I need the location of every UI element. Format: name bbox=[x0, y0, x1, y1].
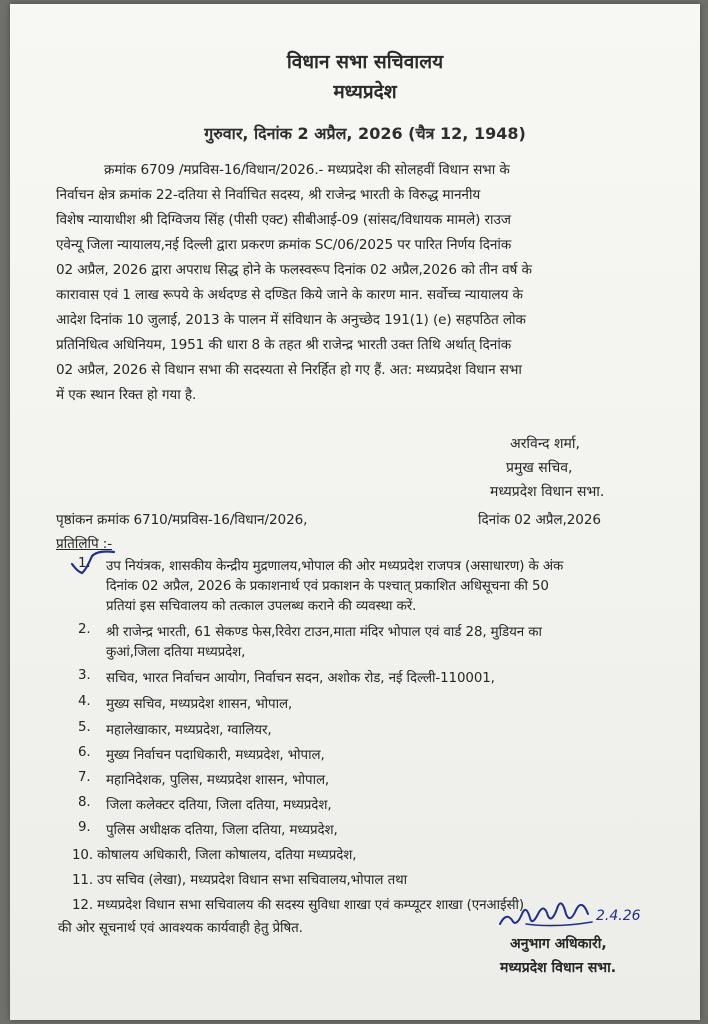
list-item-text: महालेखाकार, मध्यप्रदेश, ग्वालियर, bbox=[106, 723, 272, 738]
paragraph-line: विशेष न्यायाधीश श्री दिग्विजय सिंह (पीसी एक्ट) सीबीआई-09 (सांसद/विधायक मामले) राउज bbox=[56, 212, 511, 228]
endorsement-date: दिनांक 02 अप्रैल,2026 bbox=[478, 512, 601, 528]
list-item-text: दिनांक 02 अप्रैल, 2026 के प्रकाशनार्थ एवं प्रकाशन के पश्चात् प्रकाशित अधिसूचना की 50 bbox=[106, 579, 549, 594]
paragraph-line: आदेश दिनांक 10 जुलाई, 2013 के पालन में संविधान के अनुच्छेद 191(1) (e) सहपठित लोक bbox=[56, 312, 526, 328]
signatory-name: अरविन्द शर्मा, bbox=[510, 436, 581, 452]
list-item-number: 5. bbox=[78, 720, 91, 735]
list-item-number: 4. bbox=[78, 694, 91, 709]
copy-heading: प्रतिलिपि :- bbox=[56, 536, 113, 552]
list-item-number: 8. bbox=[78, 795, 91, 810]
list-item-text: पुलिस अधीक्षक दतिया, जिला दतिया, मध्यप्रदेश, bbox=[106, 823, 338, 838]
paragraph-line: क्रमांक 6709 /मप्रविस-16/विधान/2026.- मध्यप्रदेश की सोलहवीं विधान सभा के bbox=[104, 162, 510, 178]
list-item-text: मुख्य निर्वाचन पदाधिकारी, मध्यप्रदेश, भोपाल, bbox=[106, 748, 325, 763]
paragraph-line: प्रतिनिधित्व अधिनियम, 1951 की धारा 8 के तहत श्री राजेन्द्र भारती उक्त तिथि अर्थात् दिनांक bbox=[56, 337, 512, 353]
list-item-text: महानिदेशक, पुलिस, मध्यप्रदेश शासन, भोपाल, bbox=[106, 773, 330, 788]
list-item-number: 2. bbox=[78, 622, 91, 637]
signatory-designation: प्रमुख सचिव, bbox=[506, 460, 573, 476]
list-item-continuation: की ओर सूचनार्थ एवं आवश्यक कार्यवाही हेतु प्रेषित. bbox=[58, 921, 303, 936]
list-item-text: कुआं,जिला दतिया मध्यप्रदेश, bbox=[106, 645, 246, 660]
paragraph-line: 02 अप्रैल, 2026 से विधान सभा की सदस्यता से निरर्हित हो गए हैं. अत: मध्यप्रदेश विधान सभा bbox=[56, 362, 522, 378]
paragraph-line: में एक स्थान रिक्त हो गया है. bbox=[56, 387, 197, 403]
list-item-text: प्रतियां इस सचिवालय को तत्काल उपलब्ध कराने की व्यवस्था करें. bbox=[106, 599, 417, 614]
list-item-number: 7. bbox=[78, 770, 91, 785]
signatory-office: मध्यप्रदेश विधान सभा. bbox=[490, 484, 605, 500]
section-officer-designation: अनुभाग अधिकारी, bbox=[510, 936, 607, 952]
paragraph-line: निर्वाचन क्षेत्र क्रमांक 22-दतिया से निर्वाचित सदस्य, श्री राजेन्द्र भारती के विरुद्ध माननीय bbox=[56, 187, 481, 203]
date-line: गुरुवार, दिनांक 2 अप्रैल, 2026 (चैत्र 12, 1948) bbox=[204, 124, 526, 143]
signature-date: 2.4.26 bbox=[596, 908, 641, 924]
list-item-text: सचिव, भारत निर्वाचन आयोग, निर्वाचन सदन, अशोक रोड, नई दिल्ली-110001, bbox=[106, 671, 495, 686]
paragraph-line: 02 अप्रैल, 2026 द्वारा अपराध सिद्ध होने के फलस्वरूप दिनांक 02 अप्रैल,2026 को तीन वर्ष के bbox=[56, 262, 532, 278]
section-officer-office: मध्यप्रदेश विधान सभा. bbox=[500, 960, 617, 976]
paragraph-line: एवेन्यू जिला न्यायालय,नई दिल्ली द्वारा प्रकरण क्रमांक SC/06/2025 पर पारित निर्णय दिनांक bbox=[56, 237, 512, 253]
document-page bbox=[10, 4, 700, 1020]
header-state: मध्यप्रदेश bbox=[333, 81, 397, 103]
list-item-text: मुख्य सचिव, मध्यप्रदेश शासन, भोपाल, bbox=[106, 697, 293, 712]
endorsement-number: पृष्ठांकन क्रमांक 6710/मप्रविस-16/विधान/2026, bbox=[56, 512, 308, 528]
list-item-text: श्री राजेन्द्र भारती, 61 सेकण्ड फेस,रिवेरा टाउन,माता मंदिर भोपाल एवं वार्ड 28, मुडियन का bbox=[106, 625, 542, 640]
list-item-number: 6. bbox=[78, 745, 91, 760]
list-item-number: 1. bbox=[78, 556, 91, 571]
list-item: 10. कोषालय अधिकारी, जिला कोषालय, दतिया मध्यप्रदेश, bbox=[72, 848, 357, 863]
header-org: विधान सभा सचिवालय bbox=[286, 51, 444, 73]
list-item-number: 3. bbox=[78, 668, 91, 683]
list-item: 12. मध्यप्रदेश विधान सभा सचिवालय की सदस्य सुविधा शाखा एवं कम्प्यूटर शाखा (एनआईसी) bbox=[72, 898, 525, 913]
paragraph-line: कारावास एवं 1 लाख रूपये के अर्थदण्ड से दण्डित किये जाने के कारण मान. सर्वोच्च न्यायालय के bbox=[56, 287, 523, 303]
list-item-number: 9. bbox=[78, 820, 91, 835]
list-item: 11. उप सचिव (लेखा), मध्यप्रदेश विधान सभा सचिवालय,भोपाल तथा bbox=[72, 873, 408, 888]
list-item-text: जिला कलेक्टर दतिया, जिला दतिया, मध्यप्रदेश, bbox=[106, 798, 332, 813]
list-item-text: उप नियंत्रक, शासकीय केन्द्रीय मुद्रणालय,भोपाल की ओर मध्यप्रदेश राजपत्र (असाधारण) के अंक bbox=[106, 559, 564, 574]
